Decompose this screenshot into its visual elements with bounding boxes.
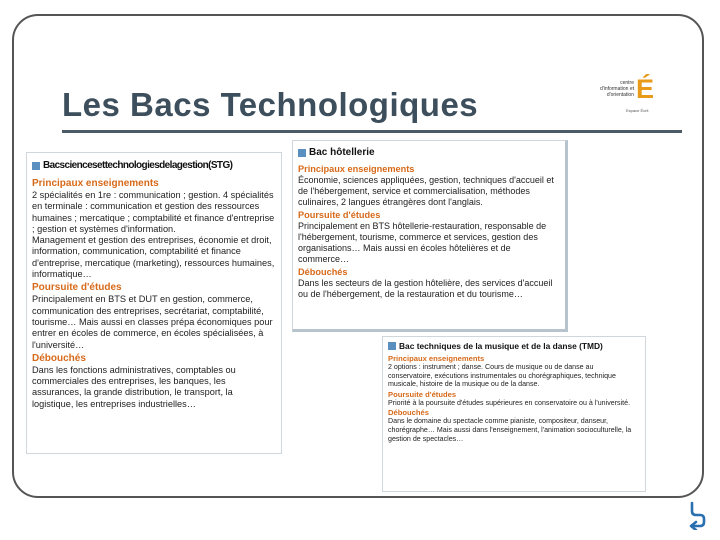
- hotel-paragraph: Économie, sciences appliquées, gestion, techniques d'accueil et de l'hébergement, service et commercialisation, méthodes culinaires, 2 langues étrangères dont l'anglais.: [298, 175, 554, 207]
- stg-paragraph: Dans les fonctions administratives, comptables ou commerciales des entreprises, les banques, les assurances, la grande distribution, le transport, la logistique, les entreprises industrielles…: [32, 364, 236, 409]
- logo-letter: É: [636, 74, 655, 104]
- stg-heading-text: Bacsciencesettechnologiesdelagestion(STG): [43, 160, 233, 171]
- hotel-heading: [298, 147, 559, 158]
- stg-box: [26, 152, 282, 454]
- stg-heading: [32, 160, 275, 171]
- hotel-paragraph: Principalement en BTS hôtellerie-restauration, responsable de l'hébergement, tourisme, commerce et services, gestion des organisations… Mais aussi en écoles hôtelières et de commerce…: [298, 221, 547, 264]
- square-bullet-icon: [298, 149, 306, 157]
- tmd-heading: [388, 342, 639, 351]
- tmd-paragraph: Priorité à la poursuite d'études supérieures en conservatoire ou à l'université.: [388, 398, 631, 407]
- hotel-section-title: Débouchés: [298, 267, 348, 277]
- square-bullet-icon: [388, 342, 396, 350]
- slide-title: Les Bacs Technologiques: [62, 86, 479, 123]
- stg-paragraph: 2 spécialités en 1re : communication ; gestion. 4 spécialités en terminale : communication et gestion des ressources humaines ; mercatique ; comptabilité et finance d'entreprise ; gestion et systèmes d'information.: [32, 190, 275, 234]
- tmd-section-title: Débouchés: [388, 408, 429, 418]
- stg-section-title: Principaux enseignements: [32, 178, 159, 189]
- tmd-heading-text: Bac techniques de la musique et de la danse (TMD): [399, 341, 603, 351]
- return-arrow-icon[interactable]: [686, 500, 708, 530]
- logo-text: centre d'information et d'orientation: [599, 80, 634, 98]
- hotel-heading-text: Bac hôtellerie: [309, 147, 375, 158]
- tmd-section-title: Principaux enseignements: [388, 354, 485, 363]
- stg-section-title: Poursuite d'études: [32, 282, 122, 294]
- tmd-section-title: Poursuite d'études: [388, 389, 457, 399]
- tmd-box: [382, 336, 646, 492]
- stg-paragraph: Principalement en BTS et DUT en gestion, commerce, communication des entreprises, secrétariat, comptabilité, tourisme… Mais aussi en classes prépa économiques pour entrer en écoles de commerce, en écoles spécialisées, à l'université…: [32, 294, 273, 350]
- hotel-paragraph: Dans les secteurs de la gestion hôtelière, des services d'accueil ou de l'hébergement, de la restauration et du tourisme…: [298, 278, 553, 299]
- logo-small-text: Espace Écrit: [626, 108, 649, 113]
- onisep-logo: [592, 74, 664, 122]
- title-underline: [62, 130, 682, 133]
- hotel-section-title: Poursuite d'études: [298, 210, 381, 220]
- tmd-paragraph: 2 options : instrument ; danse. Cours de musique ou de danse au conservatoire, exécutions instrumentales ou chorégraphiques, technique musicale, histoire de la musique ou de la danse.: [388, 363, 616, 389]
- tmd-paragraph: Dans le domaine du spectacle comme pianiste, compositeur, danseur, chorégraphe… Mais aussi dans l'enseignement, l'animation socioculturelle, la gestion de spectacles…: [388, 417, 632, 443]
- stg-paragraph: Management et gestion des entreprises, économie et droit, information, communication, comptabilité et finance d'entreprise, mercatique (marketing), ressources humaines, informatique…: [32, 235, 275, 280]
- stg-section-title: Débouchés: [32, 352, 86, 364]
- square-bullet-icon: [32, 162, 40, 170]
- hotel-box: [292, 140, 568, 332]
- hotel-section-title: Principaux enseignements: [298, 164, 415, 174]
